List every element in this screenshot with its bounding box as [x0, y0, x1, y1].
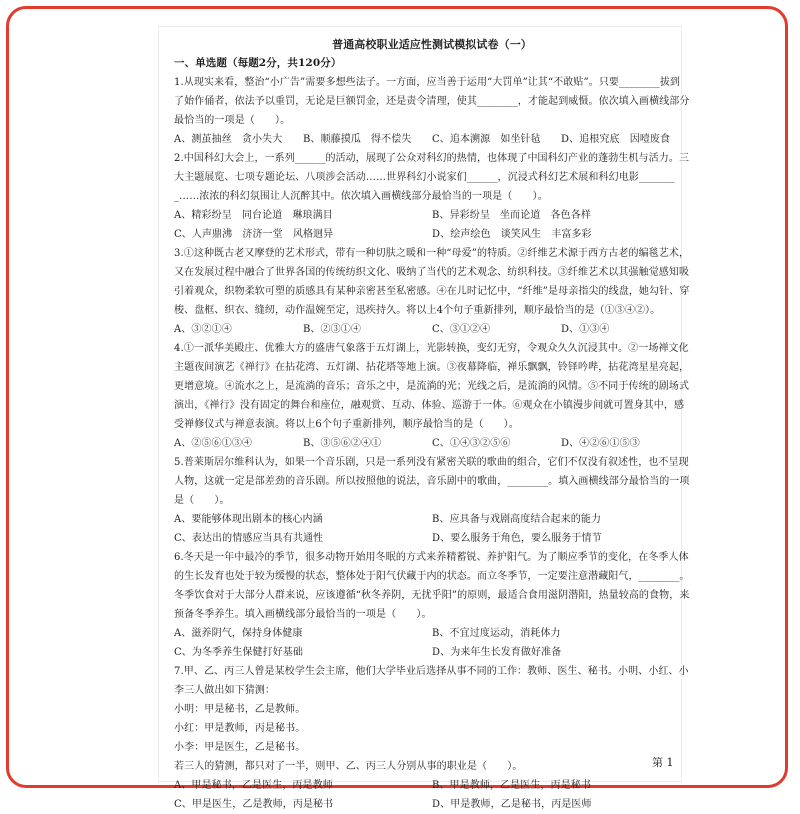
option: A、精彩纷呈 同台论道 琳琅满目 [174, 210, 333, 221]
option: A、甲是秘书，乙是医生，丙是教师 [174, 780, 333, 791]
option: D、为来年生长发育做好准备 [432, 647, 562, 658]
option: D、甲是教师，乙是秘书，丙是医师 [432, 799, 592, 810]
page-number: 第 1 [652, 756, 674, 769]
question-stem: 1.从现实来看，整治“小广告”需要多想些法子。一方面，应当善于运用“大罚单”让其“不敢贴”。只要________拔到了始作俑者，依法予以重罚，无论是巨额罚金，还是责令清理，使其________，才能起到威慑。依次填入画横线部分最恰当的一项是（ ）。 [174, 77, 690, 126]
option: A、滋养阴气，保持身体健康 [174, 628, 303, 639]
option: C、甲是医生，乙是教师，丙是秘书 [174, 799, 334, 810]
option: D、绘声绘色 谈笑风生 丰富多彩 [432, 229, 592, 240]
option: B、顺藤摸瓜 得不偿失 [303, 134, 412, 145]
option: B、③⑤⑥②④① [303, 438, 382, 449]
section-heading: 一、单选题（每题2分，共120分） [174, 57, 342, 69]
option: B、应具备与戏剧高度结合起来的能力 [432, 514, 602, 525]
option: C、人声鼎沸 济济一堂 风格迥异 [174, 229, 334, 240]
option: D、要么服务于角色，要么服务于情节 [432, 533, 602, 544]
question-prompt: 若三人的猜测，都只对了一半，则甲、乙、丙三人分别从事的职业是（ ）。 [174, 761, 523, 772]
option: B、②③①④ [303, 324, 361, 335]
option: C、①④③②⑤⑥ [432, 438, 511, 449]
question-options [174, 624, 690, 662]
guess-line: 小李：甲是医生，乙是秘书。 [174, 742, 306, 753]
option: A、③②①④ [174, 324, 232, 335]
option: D、追根究底 因噎废食 [561, 134, 671, 145]
question-stem: 3.①这种既古老又摩登的艺术形式，带有一种切肤之暖和一种“母爱”的特质。②纤维艺术源于西方古老的编毯艺术，又在发展过程中融合了世界各国的传统纺织文化、吸纳了当代的艺术观念、纺织科技。③纤维艺术以其强触觉感知吸引着观众，织物柔软可塑的质感具有某种亲密甚至私密感。④在儿时记忆中，“纤维”是母亲指尖的线盘，她勾针、穿梭、盘框、织衣、缝纫，动作温婉至定，迅疾持久。将以上4个句子重新排列，顺序最恰当的是（①③④②）。 [174, 248, 690, 316]
question-options [174, 320, 690, 339]
question-options [174, 206, 690, 244]
question-stem: 7.甲、乙、丙三人曾是某校学生会主席，他们大学毕业后选择从事不同的工作：教师、医生、秘书。小明、小红、小李三人做出如下猜测： [174, 666, 689, 696]
question-stem: 2.中国科幻大会上，一系列______的活动，展现了公众对科幻的热情，也体现了中国科幻产业的蓬勃生机与活力。三大主题展览、七项专题论坛、八项涉会活动……世界科幻小说家们______，沉浸式科幻艺术展和科幻电影________……浓浓的科幻氛围让人沉醉其中。依次填入画横线部分最恰当的一项是（ ）。 [174, 153, 690, 202]
document-content [174, 36, 690, 814]
option: B、异彩纷呈 坐而论道 各色各样 [432, 210, 591, 221]
option: B、甲是教师，乙是医生，丙是秘书 [432, 780, 591, 791]
question-stem: 4.①一派华美殿庄、优雅大方的盛唐气象落于五灯湖上，光影转换，变幻无穷，令观众久久沉浸其中。②一场禅文化主题夜间演艺《禅行》在拈花湾、五灯湖、拈花塔等地上演。③夜幕降临，禅乐飘飘，铃铎吟哔，拈花湾星星亮起，更增意境。④流水之上，是流淌的音乐；音乐之中，是流淌的光；光线之后，是流淌的风情。⑤不同于传统的剧场式演出，《禅行》没有固定的舞台和座位，融观赏、互动、体验、巡游于一体。⑥观众在小镇漫步间就可置身其中，感受禅修仪式与禅意表演。将以上6个句子重新排列，顺序最恰当的是（ ）。 [174, 343, 690, 430]
guess-line: 小红：甲是教师，丙是秘书。 [174, 723, 306, 734]
question-options [174, 510, 690, 548]
guess-line: 小明：甲是秘书，乙是教师。 [174, 704, 306, 715]
option: C、为冬季养生保健打好基础 [174, 647, 303, 658]
option: A、②⑤⑥①③④ [174, 438, 253, 449]
option: B、不宜过度运动，消耗体力 [432, 628, 561, 639]
option: C、追本溯源 如坐针毡 [432, 134, 541, 145]
question-options [174, 776, 690, 814]
question-options [174, 130, 690, 149]
option: A、测茧抽丝 贪小失大 [174, 134, 283, 145]
option: D、④②⑥①⑤③ [561, 438, 640, 449]
option: D、①③④ [561, 324, 610, 335]
option: A、要能够体现出剧本的核心内涵 [174, 514, 323, 525]
option: C、③①②④ [432, 324, 491, 335]
question-stem: 6.冬天是一年中最冷的季节，很多动物开始用冬眠的方式来养精蓄锐、养护阳气。为了顺应季节的变化，在冬季人体的生长发育也处于较为缓慢的状态，整体处于阳气伏藏于内的状态。而立冬季节，一定要注意潜藏阳气，________。冬季饮食对于大部分人群来说，应该遵循“秋冬养阴，无扰乎阳”的原则，最适合食用滋阴潜阳，热量较高的食物，来预备冬季养生。填入画横线部分最恰当的一项是（ ）。 [174, 552, 690, 620]
question-options [174, 434, 690, 453]
page-title: 普通高校职业适应性测试模拟试卷（一） [332, 38, 532, 51]
question-stem: 5.普莱斯居尔维科认为，如果一个音乐剧，只是一系列没有紧密关联的歌曲的组合，它们不仅没有叙述性，也不呈现人物，这就一定是部差劲的音乐剧。所以按照他的说法，音乐剧中的歌曲，________。填入画横线部分最恰当的一项是（ ）。 [174, 457, 690, 506]
option: C、表达出的情感应当具有共通性 [174, 533, 324, 544]
